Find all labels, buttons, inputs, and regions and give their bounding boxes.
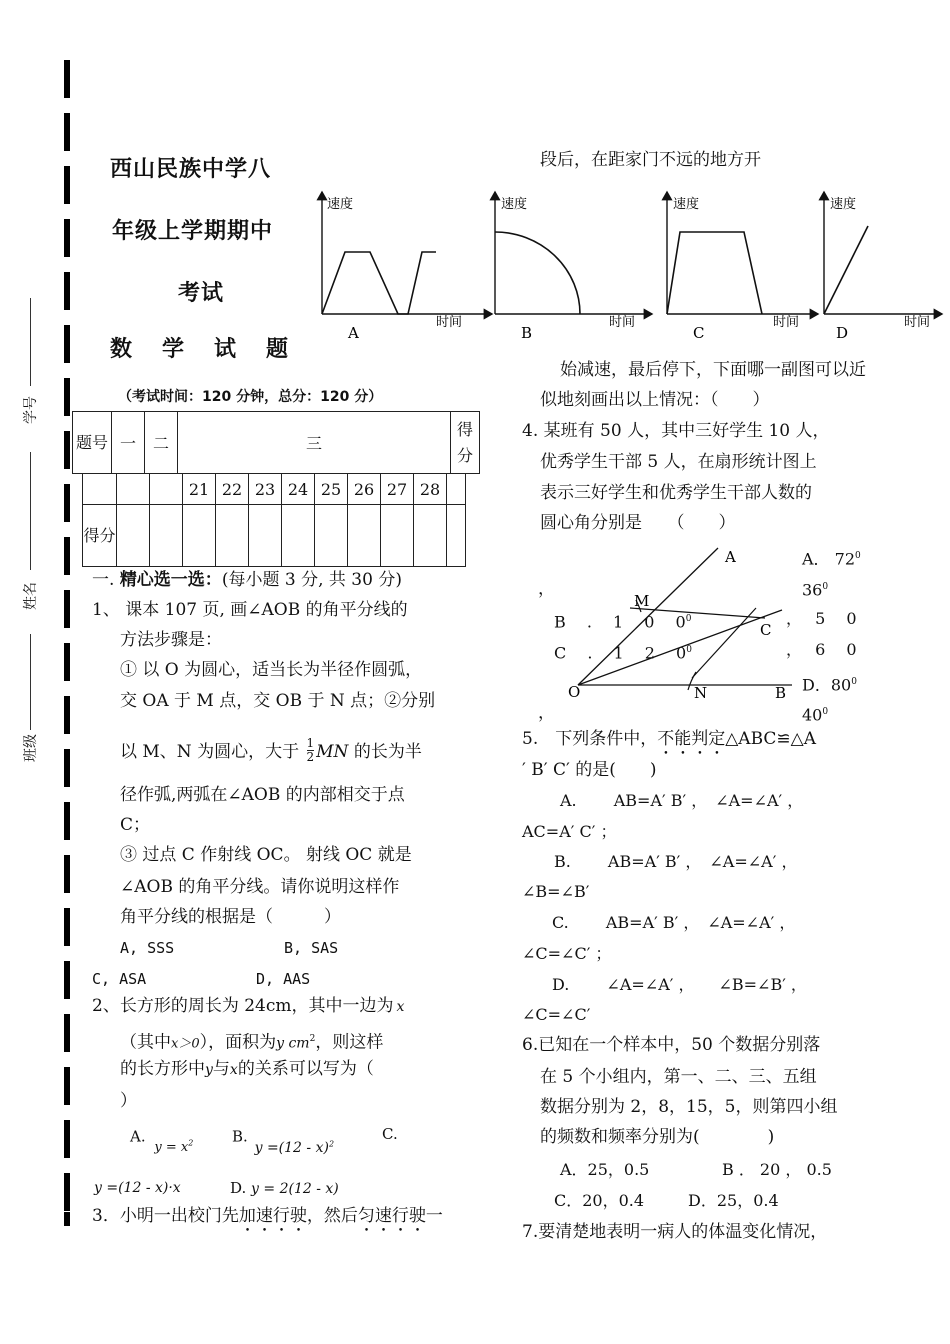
exam-info: （考试时间：120 分钟，总分：120 分） [118, 389, 383, 405]
q4-option-b2: ， 5 0 [786, 609, 857, 628]
q6-option-a: A．25，0.5 [560, 1160, 650, 1179]
graph-b-label: B [521, 324, 533, 342]
graph-b-xlabel: 时间 [609, 315, 636, 330]
header-yi: 一 [112, 412, 145, 474]
section-heading: 一. 精心选一选：(每小题 3 分, 共 30 分) [92, 570, 402, 590]
q5-option-c1: C. AB=A′ B′ ， ∠A=∠A′ ， [552, 913, 796, 932]
q4-option-d: D．$80^0$ [802, 675, 857, 695]
q1-option-d: D, AAS [256, 970, 311, 988]
class-label: 班级 [23, 734, 39, 762]
q3-line2: 段后，在距家门不远的地方开 [540, 150, 761, 170]
graph-c [667, 192, 818, 342]
row-defen: 得分 [83, 505, 117, 567]
num-22: 22 [216, 474, 249, 505]
q3-line1: 3．小明一出校门先加速行驶，然后匀速行驶一 [92, 1206, 443, 1226]
fig-label-a: A [725, 548, 736, 566]
q1-line1: 1、 课本 107 页, 画∠AOB 的角平分线的 [92, 600, 408, 620]
q6-line1: 6.已知在一个样本中，50 个数据分别落 [522, 1035, 821, 1055]
name-underline [30, 452, 31, 570]
q2-line1: 2、长方形的周长为 24cm，其中一边为 x [92, 996, 405, 1016]
q2-line2: （其中x＞0），面积为y $cm^2$，则这样 [120, 1032, 384, 1053]
q2-line3: 的长方形中y与x的关系可以写为（ [120, 1059, 374, 1079]
q5-option-c2: ∠C=∠C′ ； [522, 944, 612, 963]
q4-line4: 圆心角分别是 （ ） [540, 513, 736, 533]
name-label: 姓名 [23, 582, 39, 610]
num-27: 27 [381, 474, 414, 505]
q2-line4: ） [120, 1091, 137, 1111]
q1-option-b: B, SAS [284, 939, 339, 957]
q5-option-b1: B. AB=A′ B′ ， ∠A=∠A′ ， [554, 852, 798, 871]
q5-option-d2: ∠C=∠C′ [522, 1005, 591, 1024]
q2-option-a: A. $y = x^2$ [130, 1127, 194, 1156]
q1-option-c: C, ASA [92, 970, 147, 988]
num-28: 28 [414, 474, 447, 505]
q4-option-d2: $40^0$ [802, 705, 829, 725]
q6-line3: 数据分别为 2，8，15，5，则第四小组 [540, 1097, 838, 1117]
score-table-lower [82, 473, 466, 567]
q4-line2: 优秀学生干部 5 人，在扇形统计图上 [540, 452, 817, 472]
q1-line6: 径作弧,两弧在∠AOB 的内部相交于点 [120, 785, 405, 805]
num-25: 25 [315, 474, 348, 505]
graph-c-ylabel: 速度 [673, 197, 700, 212]
q4-comma2: ， [538, 703, 555, 723]
graph-d [824, 192, 942, 342]
q1-line8: ③ 过点 C 作射线 OC。 射线 OC 就是 [120, 845, 412, 865]
header-er: 二 [145, 412, 178, 474]
q3-line4: 似地刻画出以上情况：（ ） [540, 390, 770, 410]
graph-d-label: D [836, 324, 849, 342]
student-no-label: 学号 [23, 396, 39, 424]
school-title: 西山民族中学八 [110, 157, 272, 182]
fig-label-b: B [775, 684, 787, 700]
num-23: 23 [249, 474, 282, 505]
class-underline [30, 634, 31, 730]
exam-title: 考试 [178, 281, 225, 306]
q2-option-d: D. y = 2(12 - x) [230, 1179, 339, 1197]
q6-option-c: C．20，0.4 [554, 1191, 645, 1210]
fig-label-c: C [760, 621, 772, 639]
term-title: 年级上学期期中 [112, 219, 274, 244]
graph-d-ylabel: 速度 [830, 197, 857, 212]
q5-line2: ′ B′ C′ 的是( ) [522, 760, 657, 780]
header-tihao: 题号 [73, 412, 112, 474]
q1-line4: 交 OA 于 M 点，交 OB 于 N 点；②分别 [120, 691, 436, 711]
q2-option-c-expr: y =(12 - x)·x [94, 1180, 181, 1196]
q4-option-a2: $36^0$ [802, 580, 829, 600]
q5-option-b2: ∠B=∠B′ [522, 882, 590, 901]
graph-a [322, 192, 492, 342]
q1-line5: 以 M、N 为圆心，大于 $\frac{1}{2}$ MN 的长为半 [120, 736, 422, 764]
q1-line10: 角平分线的根据是（ ） [120, 907, 341, 927]
q1-option-a: A, SSS [120, 939, 175, 957]
fig-label-m: M [634, 592, 650, 610]
q4-option-c2: ， 6 0 [786, 640, 857, 659]
graph-a-xlabel: 时间 [436, 315, 463, 330]
q4-option-a: A． $72^0$ [802, 549, 861, 569]
q5-option-a1: A. AB=A′ B′ ， ∠A=∠A′ ， [560, 791, 804, 810]
q1-line9: ∠AOB 的角平分线。请你说明这样作 [120, 877, 400, 897]
fig-label-n: N [694, 684, 708, 700]
q2-option-b: B. y =(12 - x)$^2$ [232, 1127, 335, 1156]
num-21: 21 [183, 474, 216, 505]
graph-d-xlabel: 时间 [904, 315, 931, 330]
num-24: 24 [282, 474, 315, 505]
fig-label-o: O [568, 683, 581, 700]
graph-c-label: C [693, 324, 705, 342]
student-no-underline [30, 298, 31, 386]
q1-line3: ① 以 O 为圆心，适当长为半径作圆弧， [120, 660, 423, 680]
q4-line3: 表示三好学生和优秀学生干部人数的 [540, 483, 812, 503]
q3-line3: 始减速，最后停下，下面哪一副图可以近 [560, 360, 866, 380]
header-defen: 得分 [451, 412, 480, 474]
q3-graphs [300, 180, 950, 350]
graph-a-label: A [348, 324, 359, 342]
q6-line2: 在 5 个小组内，第一、二、三、五组 [540, 1067, 817, 1087]
q7-line1: 7.要清楚地表明一病人的体温变化情况， [522, 1222, 828, 1242]
q6-option-d: D．25，0.4 [688, 1191, 779, 1210]
q1-line7: C； [120, 815, 151, 835]
q5-option-a2: AC=A′ C′ ； [522, 822, 617, 841]
graph-b [495, 192, 652, 342]
q4-line1: 4. 某班有 50 人，其中三好学生 10 人， [522, 421, 830, 441]
q6-option-b: B ． 20 ， 0.5 [722, 1160, 832, 1179]
q4-option-c: C . 1 2 $0^0$ [554, 643, 692, 663]
graph-c-xlabel: 时间 [773, 315, 800, 330]
num-26: 26 [348, 474, 381, 505]
q1-line2: 方法步骤是： [120, 630, 222, 650]
q4-option-b: B . 1 0 $0^0$ [554, 612, 692, 632]
subject-title: 数 学 试 题 [110, 337, 293, 362]
q6-line4: 的频数和频率分别为( ) [540, 1127, 775, 1147]
q2-option-c: C. [382, 1125, 398, 1143]
fraction-half: $\frac{1}{2}$ [306, 736, 315, 764]
graph-b-ylabel: 速度 [501, 197, 528, 212]
graph-a-ylabel: 速度 [327, 197, 354, 212]
score-table [72, 411, 480, 474]
q5-line1: 5. 下列条件中，不能判定△ABC≌△A [522, 729, 816, 749]
q4-comma1: ， [538, 579, 555, 599]
q5-option-d1: D. ∠A=∠A′ ， ∠B=∠B′ ， [552, 975, 807, 994]
header-san: 三 [178, 412, 451, 474]
